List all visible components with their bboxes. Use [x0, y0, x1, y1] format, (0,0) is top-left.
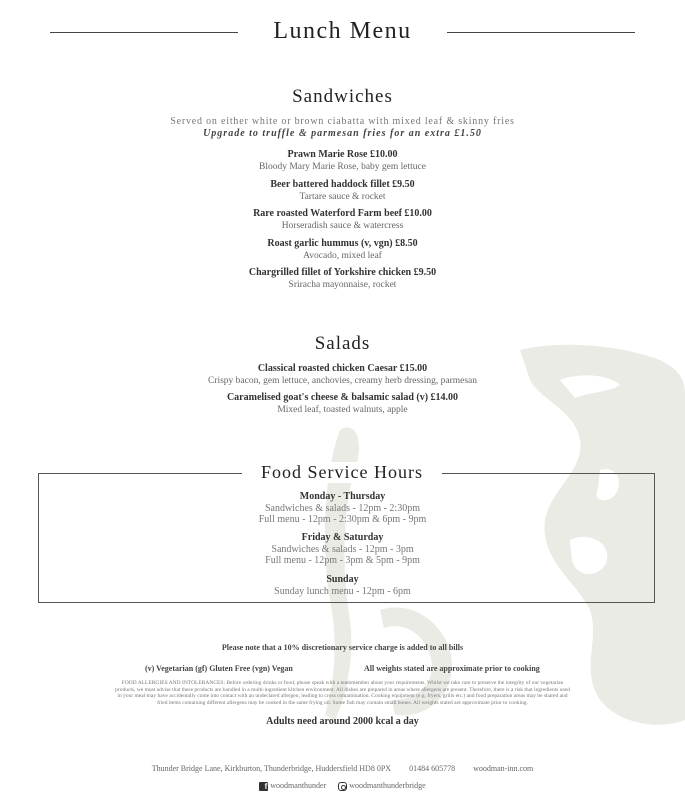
service-hours-line: Sunday lunch menu - 12pm - 6pm: [274, 586, 411, 597]
facebook-handle[interactable]: woodmanthunder: [270, 781, 327, 790]
allergy-line: in your meal may have accidentally come into contact with an undeclared allergen, leading to cross contamination. Cooking equipment (e.g. fryers, grills etc.) and food preparation areas may be shared and: [117, 693, 568, 699]
item-desc: Bloody Mary Marie Rose, baby gem lettuce: [258, 162, 426, 172]
item-name: Roast garlic hummus (v, vgn) £8.50: [267, 238, 418, 249]
menu-item: [0, 149, 685, 173]
menu-item: [0, 363, 685, 387]
item-name: Rare roasted Waterford Farm beef £10.00: [253, 208, 432, 219]
service-charge-note: Please note that a 10% discretionary service charge is added to all bills: [221, 643, 464, 652]
item-desc: Horseradish sauce & watercress: [281, 221, 404, 231]
dietary-key: (v) Vegetarian (gf) Gluten Free (vgn) Vegan: [145, 664, 293, 673]
item-name: Beer battered haddock fillet £9.50: [270, 179, 415, 190]
service-day: Sunday: [326, 574, 359, 585]
menu-item: [0, 392, 685, 416]
footer-phone[interactable]: 01484 605778: [409, 764, 456, 773]
service-day-block: [0, 574, 685, 597]
service-day: Monday - Thursday: [299, 491, 386, 502]
item-name: Prawn Marie Rose £10.00: [287, 149, 398, 160]
allergy-line: products, we must advise that these products are handled in a multi-ingredient kitchen environment. All dishes are prepared in areas where allergens are present. Therefore, there is a risk that ingredients used: [115, 686, 570, 693]
sandwiches-heading: Sandwiches: [292, 86, 393, 107]
item-name: Classical roasted chicken Caesar £15.00: [257, 363, 428, 374]
salads-heading: Salads: [314, 333, 371, 354]
footer-social: [0, 781, 685, 791]
item-name: Caramelised goat's cheese & balsamic salad (v) £14.00: [226, 392, 459, 403]
facebook-icon[interactable]: f: [259, 782, 268, 791]
kcal-note: Adults need around 2000 kcal a day: [266, 716, 419, 727]
instagram-icon[interactable]: [338, 782, 347, 791]
footer-contact: [0, 764, 685, 773]
service-hours-heading: Food Service Hours: [242, 462, 442, 483]
menu-item: [0, 267, 685, 291]
weights-note: All weights stated are approximate prior to cooking: [364, 664, 540, 673]
item-desc: Crispy bacon, gem lettuce, anchovies, creamy herb dressing, parmesan: [207, 376, 478, 386]
menu-item: [0, 208, 685, 232]
service-hours-line: Sandwiches & salads - 12pm - 2:30pm: [265, 503, 420, 514]
page-title: Lunch Menu: [273, 18, 412, 44]
item-desc: Mixed leaf, toasted walnuts, apple: [277, 405, 408, 415]
service-hours-line: Sandwiches & salads - 12pm - 3pm: [271, 544, 414, 555]
service-hours-line: Full menu - 12pm - 3pm & 5pm - 9pm: [265, 555, 420, 566]
service-hours-line: Full menu - 12pm - 2:30pm & 6pm - 9pm: [258, 514, 427, 525]
allergy-line: FOOD ALLERGIES AND INTOLERANCES: Before ordering drinks or food, please speak with a teammember about your requirements. Whilst we take care to preserve the integrity of our vegetarian: [121, 680, 564, 686]
service-day-block: [0, 491, 685, 525]
menu-item: [0, 238, 685, 262]
item-desc: Tartare sauce & rocket: [299, 192, 386, 202]
menu-item: [0, 179, 685, 203]
item-desc: Sriracha mayonnaise, rocket: [288, 280, 397, 290]
sandwiches-upgrade: Upgrade to truffle & parmesan fries for an extra £1.50: [203, 128, 482, 139]
footer-address: Thunder Bridge Lane, Kirkburton, Thunderbridge, Huddersfield HD8 0PX: [151, 764, 392, 773]
service-day-block: [0, 532, 685, 566]
allergy-notice: [0, 680, 685, 706]
sandwiches-intro: Served on either white or brown ciabatta with mixed leaf & skinny fries: [170, 116, 515, 127]
allergy-line: fried items containing different allergens may be cooked in the same frying oil. Some fish may contain small bones. All weights stated are approximate prior to cooking.: [157, 699, 528, 706]
service-day: Friday & Saturday: [301, 532, 384, 543]
item-desc: Avocado, mixed leaf: [303, 251, 382, 261]
item-name: Chargrilled fillet of Yorkshire chicken £9.50: [248, 267, 437, 278]
footer-website[interactable]: woodman-inn.com: [473, 764, 534, 773]
instagram-handle[interactable]: woodmanthunderbridge: [349, 781, 426, 790]
